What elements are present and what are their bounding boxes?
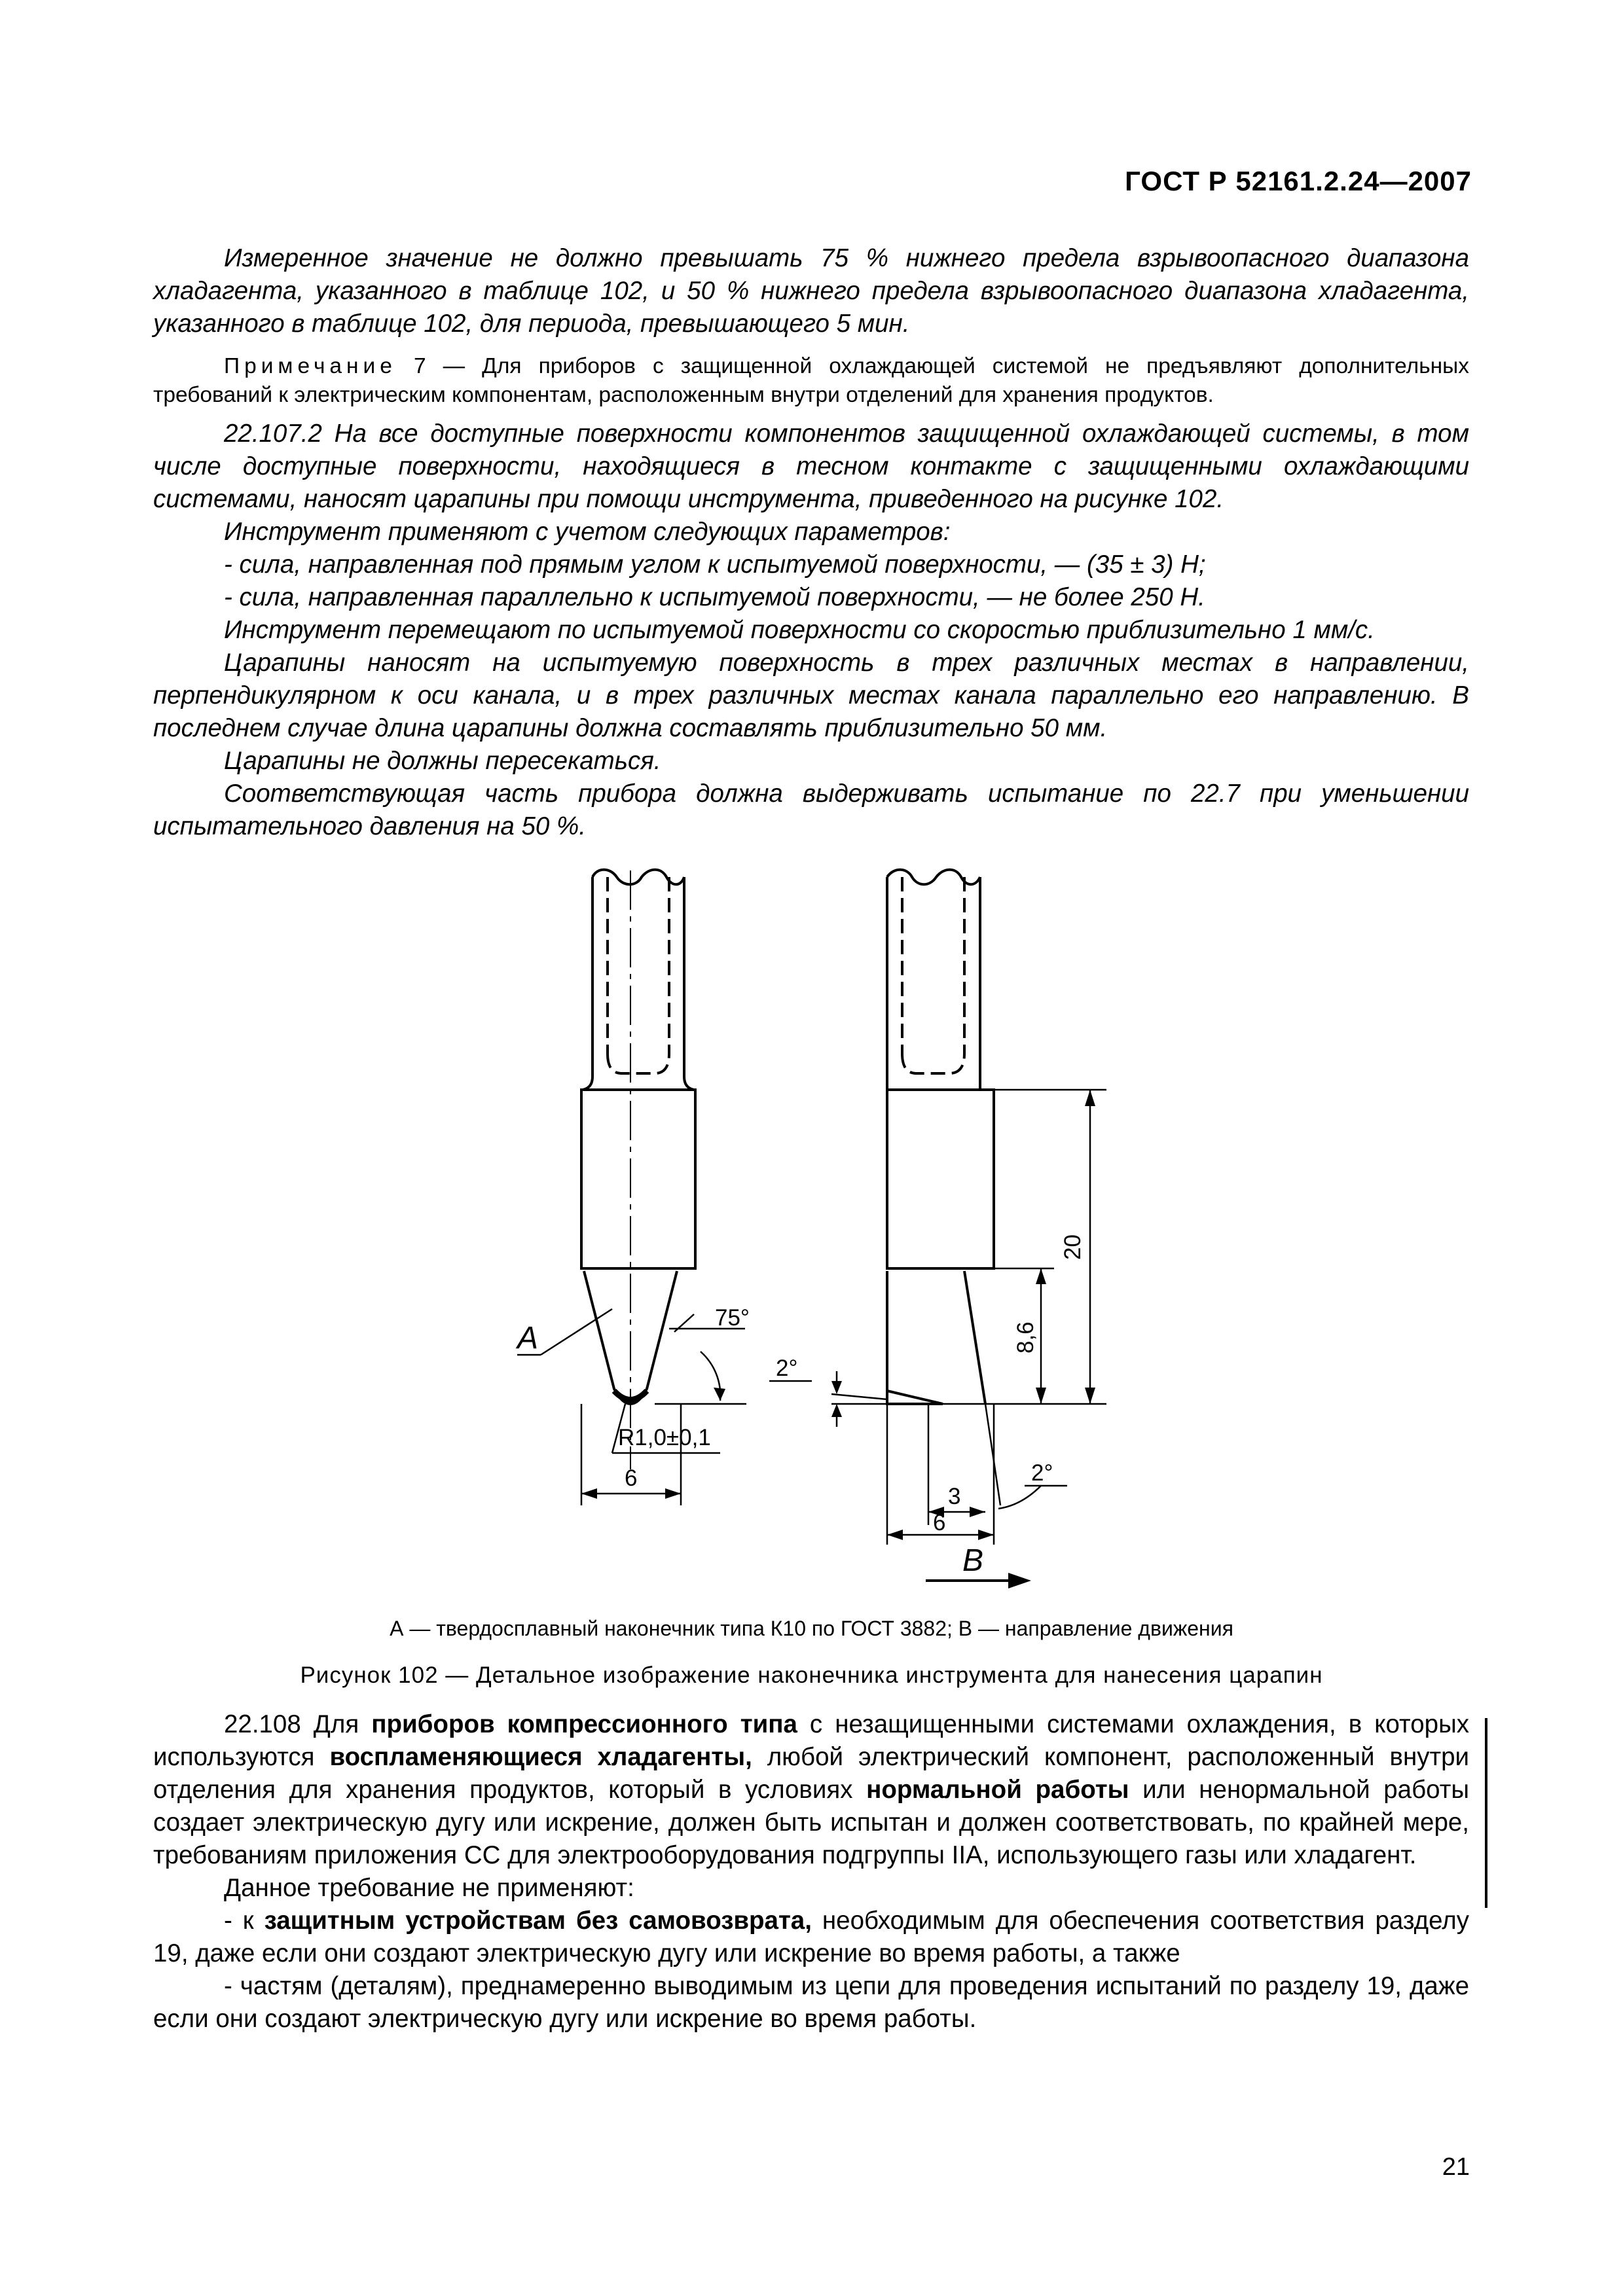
paragraph-no-cross: Царапины не должны пересекаться. [224,747,661,775]
label-angle-2-left: 2° [776,1355,798,1381]
paragraph-parts: - частям (деталям), преднамеренно выводимым из цепи для проведения испытаний по разделу 19, даже если они создают электрическую дугу или искрение во время работы. [153,1972,1469,2033]
bold-term-flammable: воспламеняющиеся хладагенты, [329,1743,752,1771]
text-span: - к [224,1907,264,1935]
label-b: В [962,1543,984,1578]
left-view-drawing [517,870,746,1505]
right-view-drawing [769,870,1106,1588]
label-angle-75: 75° [715,1305,750,1331]
text-span: любой электрический компонент, расположенный внутри отделения для хранения продуктов, который в условиях [153,1743,1470,1804]
paragraph-pressure-test: Соответствующая часть прибора должна выдерживать испытание по 22.7 при уменьшении испытательного давления на 50 %. [153,780,1469,840]
label-angle-2-right: 2° [1031,1460,1053,1486]
paragraph-not-applied: Данное требование не применяют: [224,1874,634,1902]
paragraph-22-108 [153,1708,1469,1872]
page-number: 21 [1442,2153,1470,2181]
paragraph-22-107-2: 22.107.2 На все доступные поверхности компонентов защищенной охлаждающей системы, в том числе доступные поверхности, находящиеся в тесном контакте с защищенными охлаждающими системами, наносят царапины при помощи инструмента, приведенного на рисунке 102. [153,420,1469,513]
bold-term-normal-operation: нормальной работы [866,1776,1129,1804]
paragraph-scratches: Царапины наносят на испытуемую поверхность в трех различных местах в направлении, перпендикулярном к оси канала, и в трех различных местах канала параллельно его направлению. В последнем случае длина царапины должна составлять приблизительно 50 мм. [153,649,1469,742]
change-bar [1485,1718,1487,1908]
bold-term-compression: приборов компрессионного типа [371,1710,797,1738]
figure-legend: А — твердосплавный наконечник типа К10 по ГОСТ 3882; В — направление движения [390,1617,1233,1640]
paragraph-force-parallel: - сила, направленная параллельно к испытуемой поверхности, — не более 250 Н. [224,583,1205,611]
note-text: 7 — Для приборов с защищенной охлаждающей системой не предъявляют дополнительных требований к электрическим компонентам, расположенным внутри отделений для хранения продуктов. [153,354,1469,407]
document-header: ГОСТ Р 52161.2.24—2007 [1125,166,1472,196]
text-span: или ненормальной работы создает электрическую дугу или искрение, должен быть испытан и должен соответствовать, по крайней мере, требованиям приложения СС для электрооборудования подгруппы IIA, использующего газы или хладагент. [153,1776,1469,1869]
label-dim-8-6: 8,6 [1013,1321,1038,1354]
label-dim-20: 20 [1060,1234,1085,1260]
paragraph-measured-value: Измеренное значение не должно превышать 75 % нижнего предела взрывоопасного диапазона хладагента, указанного в таблице 102, и 50 % нижнего предела взрывоопасного диапазона хладагента, указанного в таблице 102, для периода, превышающего 5 мин. [153,244,1469,338]
text-span: с незащищенными системами охлаждения, в которых используются [153,1710,1469,1771]
paragraph-force-perpendicular: - сила, направленная под прямым углом к испытуемой поверхности, — (35 ± 3) Н; [224,550,1206,579]
label-dim-3: 3 [948,1484,961,1509]
figure-labels [515,1234,1085,1578]
label-radius: R1,0±0,1 [618,1425,711,1450]
text-span: 22.108 Для [224,1710,372,1738]
text-span: необходимым для обеспечения соответствия разделу 19, даже если они создают электрическую дугу или искрение во время работы, а также [153,1907,1469,1967]
bottom-text-block [153,1708,1469,2036]
figure-title: Рисунок 102 — Детальное изображение наконечника инструмента для нанесения царапин [300,1662,1323,1688]
label-dim-6-right: 6 [933,1510,946,1535]
label-a: А [517,1321,539,1355]
note-label: Примечание [224,354,397,378]
bold-term-protective-devices: защитным устройствам без самовозврата, [264,1907,812,1935]
paragraph-tool-speed: Инструмент перемещают по испытуемой поверхности со скоростью приблизительно 1 мм/с. [224,616,1375,644]
paragraph-tool-params: Инструмент применяют с учетом следующих параметров: [224,518,951,546]
paragraph-protective-devices [153,1905,1469,1970]
label-dim-6-left: 6 [625,1465,638,1491]
